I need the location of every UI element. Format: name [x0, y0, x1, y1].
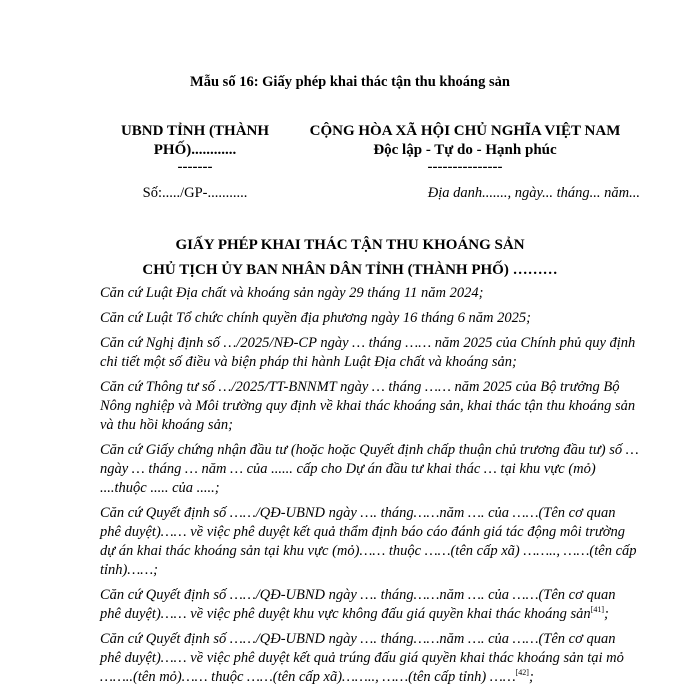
national-motto-header — [290, 122, 640, 174]
main-title — [0, 233, 700, 283]
paragraph-text: Căn cứ Giấy chứng nhận đầu tư (hoặc hoặc Quyết định chấp thuận chủ trương đầu tư) số … ngày … tháng … năm … của ...... cấp cho Dự án đầu tư khai thác … tại khu vực (mỏ) ....thuộc ..... của .....; — [100, 442, 639, 496]
authority-divider: ------- — [177, 159, 213, 175]
legal-basis-paragraph — [100, 586, 640, 624]
paragraph-text: Căn cứ Luật Tổ chức chính quyền địa phương ngày 16 tháng 6 năm 2025; — [100, 310, 531, 326]
paragraph-text: Căn cứ Nghị định số …/2025/NĐ-CP ngày … tháng …… năm 2025 của Chính phủ quy định chi tiết một số điều và biện pháp thi hành Luật Địa chất và khoáng sản; — [100, 335, 636, 370]
issuing-authority-header — [100, 122, 290, 174]
authority-line-1: UBND TỈNH (THÀNH — [120, 123, 270, 139]
country-name: CỘNG HÒA XÃ HỘI CHỦ NGHĨA VIỆT NAM — [309, 123, 621, 139]
paragraph-text: Căn cứ Quyết định số ……/QĐ-UBND ngày …. tháng……năm …. của ……(Tên cơ quan phê duyệt)…… về việc phê duyệt kết quả thẩm định báo cáo đánh giá tác động môi trường dự án khai thác khoáng sản tại khu vực (mỏ)…… thuộc ……(tên cấp xã) …….., ……(tên cấp tỉnh)……; — [100, 505, 637, 578]
national-motto: Độc lập - Tự do - Hạnh phúc — [373, 142, 557, 158]
paragraph-text: Căn cứ Thông tư số …/2025/TT-BNNMT ngày … tháng …… năm 2025 của Bộ trưởng Bộ Nông nghiệp và Môi trường quy định về khai thác khoáng sản, khai thác tận thu khoáng sản và thu hồi khoáng sản; — [100, 379, 636, 433]
paragraph-text: Căn cứ Quyết định số ……/QĐ-UBND ngày …. tháng……năm …. của ……(Tên cơ quan phê duyệt)…… về việc phê duyệt khu vực không đấu giá quyền khai thác khoáng sản — [100, 587, 616, 622]
legal-basis-paragraph — [100, 309, 640, 328]
place-and-date: Địa danh......., ngày... tháng... năm... — [427, 185, 640, 201]
paragraph-text: Căn cứ Luật Địa chất và khoáng sản ngày 29 tháng 11 năm 2024; — [100, 285, 484, 301]
legal-basis-section — [100, 284, 640, 693]
footnote-ref[interactable]: [41] — [590, 605, 605, 615]
document-number: Số:...../GP-........... — [142, 185, 248, 201]
footnote-ref[interactable]: [42] — [515, 668, 529, 678]
legal-basis-paragraph — [100, 378, 640, 435]
legal-basis-paragraph — [100, 630, 640, 687]
legal-basis-paragraph — [100, 334, 640, 372]
paragraph-tail: ; — [528, 669, 534, 685]
legal-basis-paragraph — [100, 284, 640, 303]
authority-line-2: PHỐ)............ — [153, 142, 237, 158]
form-title: Mẫu số 16: Giấy phép khai thác tận thu khoáng sản — [190, 74, 510, 90]
legal-basis-paragraph — [100, 504, 640, 580]
motto-divider: --------------- — [427, 159, 503, 175]
permit-title: GIẤY PHÉP KHAI THÁC TẬN THU KHOÁNG SẢN — [175, 237, 525, 253]
legal-basis-paragraph — [100, 441, 640, 498]
paragraph-tail: ; — [604, 606, 609, 622]
issuer-title: CHỦ TỊCH ỦY BAN NHÂN DÂN TỈNH (THÀNH PHỐ) ……… — [142, 262, 558, 278]
paragraph-text: Căn cứ Quyết định số ……/QĐ-UBND ngày …. tháng……năm …. của ……(Tên cơ quan phê duyệt)…… về việc phê duyệt kết quả trúng đấu giá quyền khai thác khoáng sản tại mỏ ……..(tên mỏ)…… thuộc ……(tên cấp xã)…….., ……(tên cấp tỉnh) …… — [100, 631, 624, 685]
